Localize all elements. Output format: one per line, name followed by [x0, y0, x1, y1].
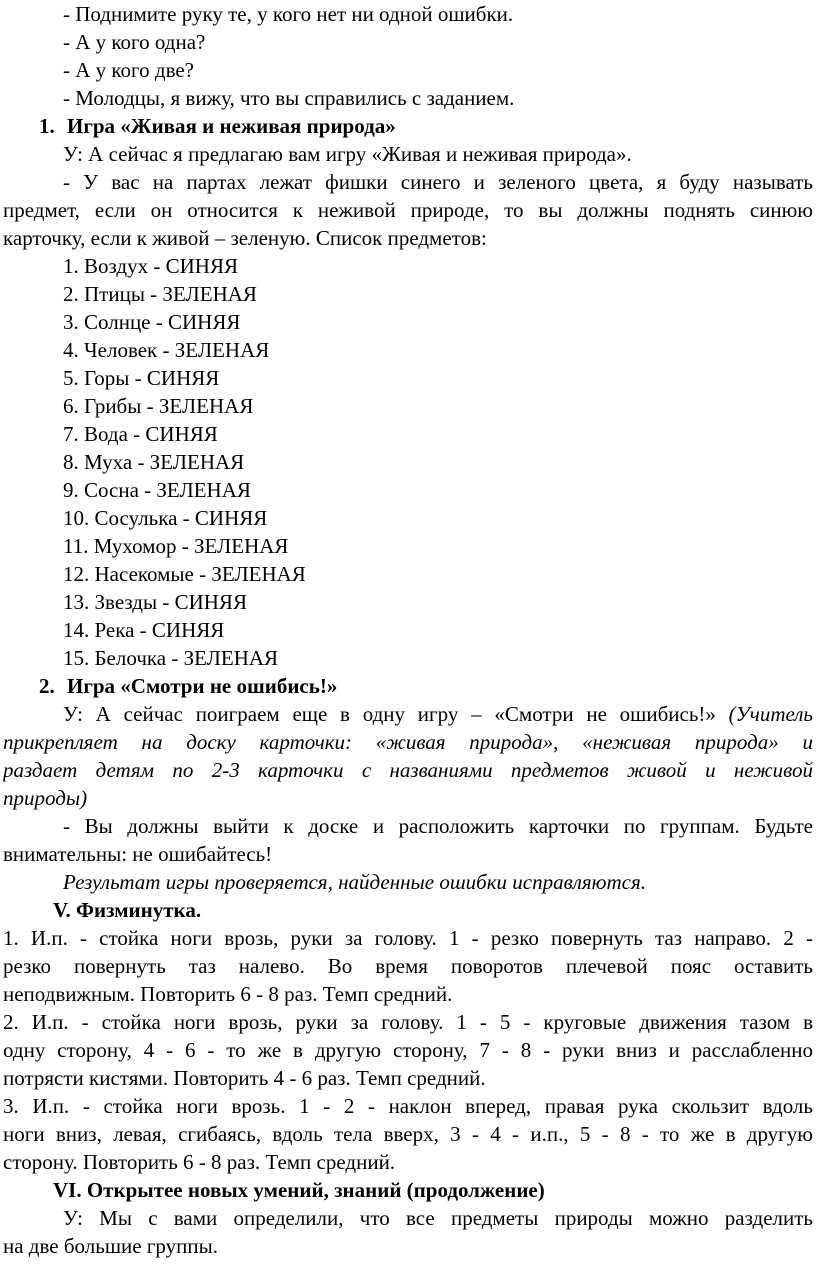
list-item: 1. Воздух - СИНЯЯ	[63, 254, 238, 278]
game2-result: Результат игры проверяется, найденные ошибки исправляются.	[63, 870, 646, 894]
list-item: 8. Муха - ЗЕЛЕНАЯ	[63, 450, 245, 474]
list-item: 7. Вода - СИНЯЯ	[63, 422, 218, 446]
game2-teacher	[3, 700, 813, 728]
section6-line: на две большие группы.	[3, 1234, 218, 1258]
game1-instruction: карточку, если к живой – зеленую. Список предметов:	[3, 226, 487, 250]
list-item: 5. Горы - СИНЯЯ	[63, 366, 220, 390]
game2-heading	[3, 672, 813, 700]
section5-line: 1. И.п. - стойка ноги врозь, руки за голову. 1 - резко повернуть таз направо. 2 -	[3, 926, 813, 950]
list-item: 10. Сосулька - СИНЯЯ	[63, 506, 268, 530]
intro-line: - А у кого две?	[63, 58, 195, 82]
intro-line: - А у кого одна?	[63, 30, 206, 54]
game2-teacher-text: У: А сейчас поиграем еще в одну игру – «Смотри не ошибись!»	[63, 702, 729, 726]
section5-heading: V. Физминутка.	[53, 898, 202, 922]
list-item: 9. Сосна - ЗЕЛЕНАЯ	[63, 478, 251, 502]
game2-teacher-note: раздает детям по 2-3 карточки с названиями предметов живой и неживой	[3, 758, 813, 782]
section5-line: ноги вниз, левая, сгибаясь, вдоль тела вверх, 3 - 4 - и.п., 5 - 8 - то же в другую	[3, 1122, 813, 1146]
section6-line: У: Мы с вами определили, что все предметы природы можно разделить	[63, 1206, 813, 1230]
list-item: 12. Насекомые - ЗЕЛЕНАЯ	[63, 562, 306, 586]
list-item: 4. Человек - ЗЕЛЕНАЯ	[63, 338, 270, 362]
game2-teacher-note: природы)	[3, 786, 88, 810]
game1-number: 1.	[39, 114, 55, 138]
section5-line: неподвижным. Повторить 6 - 8 раз. Темп средний.	[3, 982, 453, 1006]
game1-instruction: - У вас на партах лежат фишки синего и зеленого цвета, я буду называть	[63, 170, 813, 194]
game2-teacher-note: (Учитель	[728, 702, 813, 726]
game1-heading	[3, 112, 813, 140]
section5-line: сторону. Повторить 6 - 8 раз. Темп средний.	[3, 1150, 396, 1174]
list-item: 3. Солнце - СИНЯЯ	[63, 310, 241, 334]
game2-number: 2.	[39, 674, 55, 698]
game1-item-list	[3, 252, 813, 672]
game1-teacher: У: А сейчас я предлагаю вам игру «Живая и неживая природа».	[63, 142, 632, 166]
game2-instruction: внимательны: не ошибайтесь!	[3, 842, 273, 866]
list-item: 15. Белочка - ЗЕЛЕНАЯ	[63, 646, 279, 670]
section5-line: 3. И.п. - стойка ноги врозь. 1 - 2 - наклон вперед, правая рука скользит вдоль	[3, 1094, 813, 1118]
game2-instruction: - Вы должны выйти к доске и расположить карточки по группам. Будьте	[63, 814, 813, 838]
section5-line: одну сторону, 4 - 6 - то же в другую сторону, 7 - 8 - руки вниз и расслабленно	[3, 1038, 813, 1062]
list-item: 2. Птицы - ЗЕЛЕНАЯ	[63, 282, 257, 306]
list-item: 14. Река - СИНЯЯ	[63, 618, 225, 642]
list-item: 11. Мухомор - ЗЕЛЕНАЯ	[63, 534, 289, 558]
intro-line: - Молодцы, я вижу, что вы справились с заданием.	[63, 86, 515, 110]
section5-line: резко повернуть таз налево. Во время поворотов плечевой пояс оставить	[3, 954, 813, 978]
list-item: 13. Звезды - СИНЯЯ	[63, 590, 247, 614]
section6-heading: VI. Открытее новых умений, знаний (продолжение)	[53, 1178, 545, 1202]
game2-teacher-note: прикрепляет на доску карточки: «живая природа», «неживая природа» и	[3, 730, 813, 754]
section5-line: потрясти кистями. Повторить 4 - 6 раз. Темп средний.	[3, 1066, 486, 1090]
section5-line: 2. И.п. - стойка ноги врозь, руки за голову. 1 - 5 - круговые движения тазом в	[3, 1010, 813, 1034]
list-item: 6. Грибы - ЗЕЛЕНАЯ	[63, 394, 254, 418]
game1-instruction: предмет, если он относится к неживой природе, то вы должны поднять синюю	[3, 198, 813, 222]
game2-title: Игра «Смотри не ошибись!»	[67, 674, 338, 698]
game1-title: Игра «Живая и неживая природа»	[67, 114, 396, 138]
intro-line: - Поднимите руку те, у кого нет ни одной ошибки.	[63, 2, 514, 26]
